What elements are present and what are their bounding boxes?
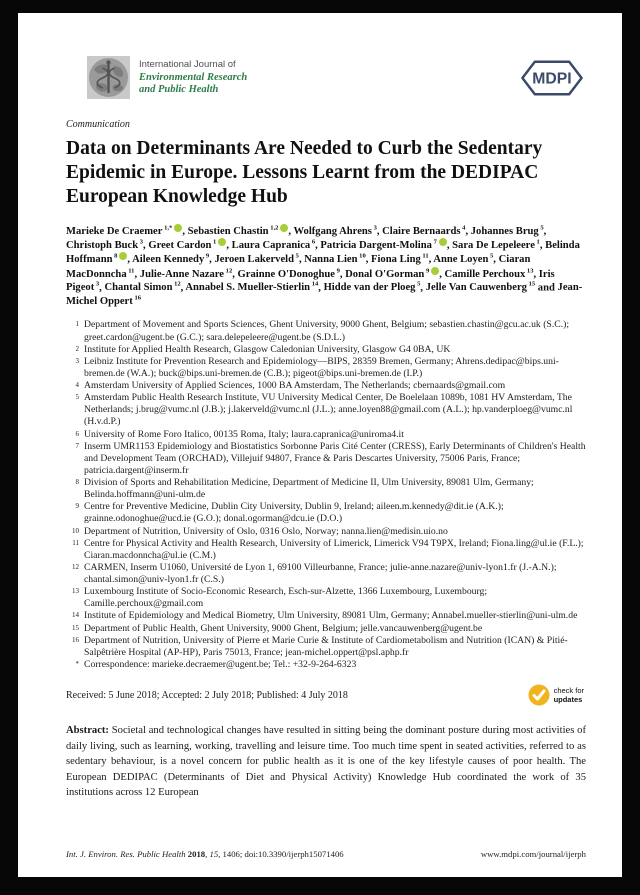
affiliation-number: 13 bbox=[72, 587, 79, 596]
affiliation-item bbox=[66, 380, 586, 392]
affiliation-number: 16 bbox=[72, 635, 79, 644]
affiliation-number: 9 bbox=[75, 502, 79, 511]
affiliation-text: Inserm UMR1153 Epidemiology and Biostatistics Sorbonne Paris Cité Center (CRESS), Early Determinants of Children's Health and Development Team (ORCHAD), Villejuif 94807, France & Paris Descartes University, 75006 Paris, France; patricia.dargent@inserm.fr bbox=[84, 440, 586, 476]
article-type: Communication bbox=[66, 119, 130, 130]
affiliation-text: Amsterdam Public Health Research Institute, VU University Medical Center, De Boelelaan 1089b, 1081 HV Amsterdam, The Netherlands; j.brug@vumc.nl (J.B.); j.lakerveld@vumc.nl (J.L.); anne.loyen88@gmail.com (A.L.); hp.vanderploeg@vumc.nl (H.v.d.P.) bbox=[84, 392, 573, 428]
affiliation-item bbox=[66, 659, 586, 671]
dates-row bbox=[66, 684, 586, 706]
affiliation-number: 3 bbox=[75, 356, 79, 365]
affiliation-item bbox=[66, 562, 586, 586]
affiliation-text: Department of Nutrition, University of Oslo, 0316 Oslo, Norway; nanna.lien@medisin.uio.no bbox=[84, 525, 448, 537]
orcid-icon[interactable] bbox=[119, 252, 127, 260]
check-icon bbox=[528, 684, 550, 706]
affiliation-number: 10 bbox=[72, 526, 79, 535]
author: Belinda Hoffmann $^8$ bbox=[66, 240, 580, 266]
affiliation-item bbox=[66, 392, 586, 428]
orcid-icon[interactable] bbox=[174, 224, 182, 232]
abstract bbox=[66, 723, 586, 801]
affiliation-number: 11 bbox=[72, 538, 79, 547]
affiliation-item bbox=[66, 526, 586, 538]
mdpi-logo bbox=[518, 57, 586, 99]
author: Chantal Simon $^{12}$ bbox=[104, 280, 181, 294]
affiliation-text: Department of Public Health, Ghent University, 9000 Ghent, Belgium; jelle.vancauwenberg@ugent.be bbox=[84, 622, 483, 634]
footer-citation: Int. J. Environ. Res. Public Health 2018, 15, 1406; doi:10.3390/ijerph15071406 bbox=[66, 849, 344, 859]
author: Sebastien Chastin $^{1,2}$ bbox=[188, 226, 289, 237]
orcid-icon[interactable] bbox=[280, 224, 288, 232]
author: Nanna Lien $^{10}$ bbox=[304, 252, 366, 266]
affiliation-list bbox=[66, 319, 586, 671]
author: Sara De Lepeleere $^1$ bbox=[452, 238, 540, 252]
affiliation-number: * bbox=[75, 659, 79, 668]
author: Julie-Anne Nazare $^{12}$ bbox=[139, 267, 233, 280]
author: Fiona Ling $^{11}$ bbox=[371, 252, 429, 266]
author: Camille Perchoux $^{13}$ bbox=[444, 267, 534, 280]
affiliation-text: Correspondence: marieke.decraemer@ugent.be; Tel.: +32-9-264-6323 bbox=[84, 658, 357, 670]
page bbox=[18, 13, 622, 877]
journal-logo bbox=[66, 56, 247, 99]
affiliation-number: 5 bbox=[75, 393, 79, 402]
affiliation-number: 6 bbox=[75, 429, 79, 438]
affiliation-item bbox=[66, 356, 586, 380]
affiliation-item bbox=[66, 538, 586, 562]
orcid-icon[interactable] bbox=[218, 238, 226, 246]
journal-name-line2: Environmental Research bbox=[139, 71, 248, 83]
author: Johannes Brug $^5$ bbox=[470, 224, 544, 237]
affiliation-number: 4 bbox=[75, 381, 79, 390]
author: Aileen Kennedy $^9$ bbox=[132, 252, 210, 266]
affiliation-item bbox=[66, 429, 586, 441]
author: Jelle Van Cauwenberg $^{15}$ bbox=[425, 280, 536, 294]
affiliation-number: 2 bbox=[75, 344, 79, 353]
affiliation-item bbox=[66, 610, 586, 622]
journal-name-line3: and Public Health bbox=[139, 84, 219, 95]
affiliation-text: University of Rome Foro Italico, 00135 Roma, Italy; laura.capranica@uniroma4.it bbox=[84, 428, 404, 440]
author: Jeroen Lakerveld $^5$ bbox=[214, 252, 299, 266]
author: Donal O'Gorman $^9$ bbox=[345, 269, 439, 280]
article-title: Data on Determinants Are Needed to Curb the Sedentary Epidemic in Europe. Lessons Learnt from the DEDIPAC European Knowledge Hub bbox=[66, 138, 543, 207]
author: Claire Bernaards $^4$ bbox=[382, 224, 466, 237]
affiliation-text: CARMEN, Inserm U1060, Université de Lyon 1, 69100 Villeurbanne, France; julie-anne.nazare@univ-lyon1.fr (J.-A.N.); chantal.simon@univ-lyon1.fr (C.S.) bbox=[84, 561, 557, 586]
affiliation-text: Institute for Applied Health Research, Glasgow Caledonian University, Glasgow G4 0BA, UK bbox=[84, 343, 451, 355]
affiliation-text: Department of Movement and Sports Sciences, Ghent University, 9000 Ghent, Belgium; sebastien.chastin@gcu.ac.uk (S.C.); greet.cardon@ugent.be (G.C.); sara.delepeleere@ugent.be (S.D.L.) bbox=[84, 319, 570, 343]
affiliation-item bbox=[66, 586, 586, 610]
affiliation-number: 1 bbox=[75, 320, 79, 329]
author: Wolfgang Ahrens $^3$ bbox=[293, 224, 377, 237]
journal-name-prefix: International Journal of bbox=[139, 58, 236, 70]
author: Marieke De Craemer $^{1,*}$ bbox=[66, 226, 182, 237]
check-for-updates-badge[interactable] bbox=[528, 684, 584, 706]
affiliation-item bbox=[66, 477, 586, 501]
author: Christoph Buck $^3$ bbox=[66, 238, 144, 252]
badge-line2: updates bbox=[553, 695, 583, 705]
affiliation-text: Luxembourg Institute of Socio-Economic Research, Esch-sur-Alzette, 1366 Luxembourg, Luxembourg; Camille.perchoux@gmail.com bbox=[84, 586, 488, 610]
affiliation-item bbox=[66, 344, 586, 356]
affiliation-item bbox=[66, 441, 586, 477]
affiliation-number: 12 bbox=[72, 562, 79, 571]
author: Patricia Dargent-Molina $^7$ bbox=[320, 240, 446, 251]
author: Greet Cardon $^1$ bbox=[148, 240, 226, 251]
affiliation-text: Division of Sports and Rehabilitation Medicine, Department of Medicine II, Ulm University, 89081 Ulm, Germany; Belinda.hoffmann@uni-ulm.de bbox=[84, 477, 534, 501]
dates-line: Received: 5 June 2018; Accepted: 2 July 2018; Published: 4 July 2018 bbox=[66, 689, 348, 701]
affiliation-number: 15 bbox=[72, 623, 79, 632]
author: Ciaran MacDonncha $^{11}$ bbox=[66, 254, 531, 280]
author: Hidde van der Ploeg $^5$ bbox=[323, 280, 421, 294]
abstract-label: Abstract: bbox=[66, 725, 109, 737]
globe-caduceus-icon bbox=[87, 56, 130, 99]
badge-line1: check for bbox=[553, 686, 584, 696]
author: Annabel S. Mueller-Stierlin $^{14}$ bbox=[185, 280, 319, 294]
affiliation-text: Centre for Physical Activity and Health Research, University of Limerick, Limerick V94 T9PX, Ireland; Fiona.ling@ul.ie (F.L.); Ciaran.macdonncha@ul.ie (C.M.) bbox=[84, 537, 584, 561]
orcid-icon[interactable] bbox=[439, 238, 447, 246]
author: Laura Capranica $^6$ bbox=[231, 238, 316, 252]
author-list: Marieke De Craemer $^{1,*}$ , Sebastien Chastin $^{1,2}$ , Wolfgang Ahrens $^3$, Claire Bernaards $^4$, Johannes Brug $^5$, Christoph Buck $^3$, Greet Cardon $^1$ , Laura Capranica $^6$, Patricia Dargent-Molina $^7$ , Sara De Lepeleere $^1$, Belinda Hoffmann $^8$ , Aileen Kennedy $^9$, Jeroen Lakerveld $^5$, Nanna Lien $^{10}$, Fiona Ling $^{11}$, Anne Loyen $^5$, Ciaran MacDonncha $^{11}$, Julie-Anne Nazare $^{12}$, Grainne O'Donoghue $^9$, Donal O'Gorman $^9$ , Camille Perchoux $^{13}$, Iris Pigeot $^3$, Chantal Simon $^{12}$, Annabel S. Mueller-Stierlin $^{14}$, Hidde van der Ploeg $^5$, Jelle Van Cauwenberg $^{15}$ and Jean-Michel Oppert $^{16}$ bbox=[66, 224, 583, 308]
affiliation-number: 14 bbox=[72, 611, 79, 620]
orcid-icon[interactable] bbox=[431, 267, 439, 275]
affiliation-text: Centre for Preventive Medicine, Dublin City University, Dublin 9, Ireland; aileen.m.kennedy@dit.ie (A.K.); grainne.odonoghue@ucd.ie (G.O.); donal.ogorman@dcu.ie (D.O.) bbox=[84, 501, 504, 525]
affiliation-item bbox=[66, 319, 586, 343]
author: Grainne O'Donoghue $^9$ bbox=[237, 267, 340, 280]
check-for-updates-label bbox=[554, 686, 584, 704]
author: Iris Pigeot $^3$ bbox=[66, 268, 555, 294]
affiliation-text: Institute of Epidemiology and Medical Biometry, Ulm University, 89081 Ulm, Germany; Annabel.mueller-stierlin@uni-ulm.de bbox=[84, 610, 578, 622]
journal-header bbox=[66, 56, 586, 99]
mdpi-logo-text: MDPI bbox=[532, 70, 572, 88]
author: Anne Loyen $^5$ bbox=[433, 252, 494, 266]
affiliation-item bbox=[66, 623, 586, 635]
affiliation-text: Department of Nutrition, University of Pierre et Marie Curie & Institute of Cardiometabolism and Nutrition (ICAN) & Pitié-Salpêtrière Hospital (AP-HP), Paris 75013, France; jean-michel.oppert@psl.aphp.fr bbox=[84, 634, 568, 658]
affiliation-item bbox=[66, 501, 586, 525]
author: Jean-Michel Oppert $^{16}$ bbox=[66, 282, 583, 308]
journal-name bbox=[139, 59, 247, 97]
abstract-text: Societal and technological changes have resulted in sitting being the dominant posture during most activities of daily living, such as learning, working, travelling and leisure time. Too much time spent in seated activities, referred to as sedentary behaviour, is a novel concern for public health as it is one of the key lifestyle causes of poor health. The European DEDIPAC (Determinants of Diet and Physical Activity) Knowledge Hub coordinated the work of 35 institutions across 12 European bbox=[66, 725, 586, 799]
affiliation-number: 7 bbox=[75, 441, 79, 450]
affiliation-text: Leibniz Institute for Prevention Research and Epidemiology—BIPS, 28359 Bremen, Germany; Ahrens.dedipac@bips.uni-bremen.de (W.A.); buck@bips.uni-bremen.de (C.B.); pigeot@bips.uni-bremen.de (I.P.) bbox=[84, 355, 559, 379]
affiliation-number: 8 bbox=[75, 478, 79, 487]
footer bbox=[66, 849, 586, 859]
affiliation-text: Amsterdam University of Applied Sciences, 1000 BA Amsterdam, The Netherlands; cbernaards@gmail.com bbox=[84, 380, 506, 392]
footer-url[interactable]: www.mdpi.com/journal/ijerph bbox=[480, 849, 586, 859]
affiliation-item bbox=[66, 635, 586, 659]
